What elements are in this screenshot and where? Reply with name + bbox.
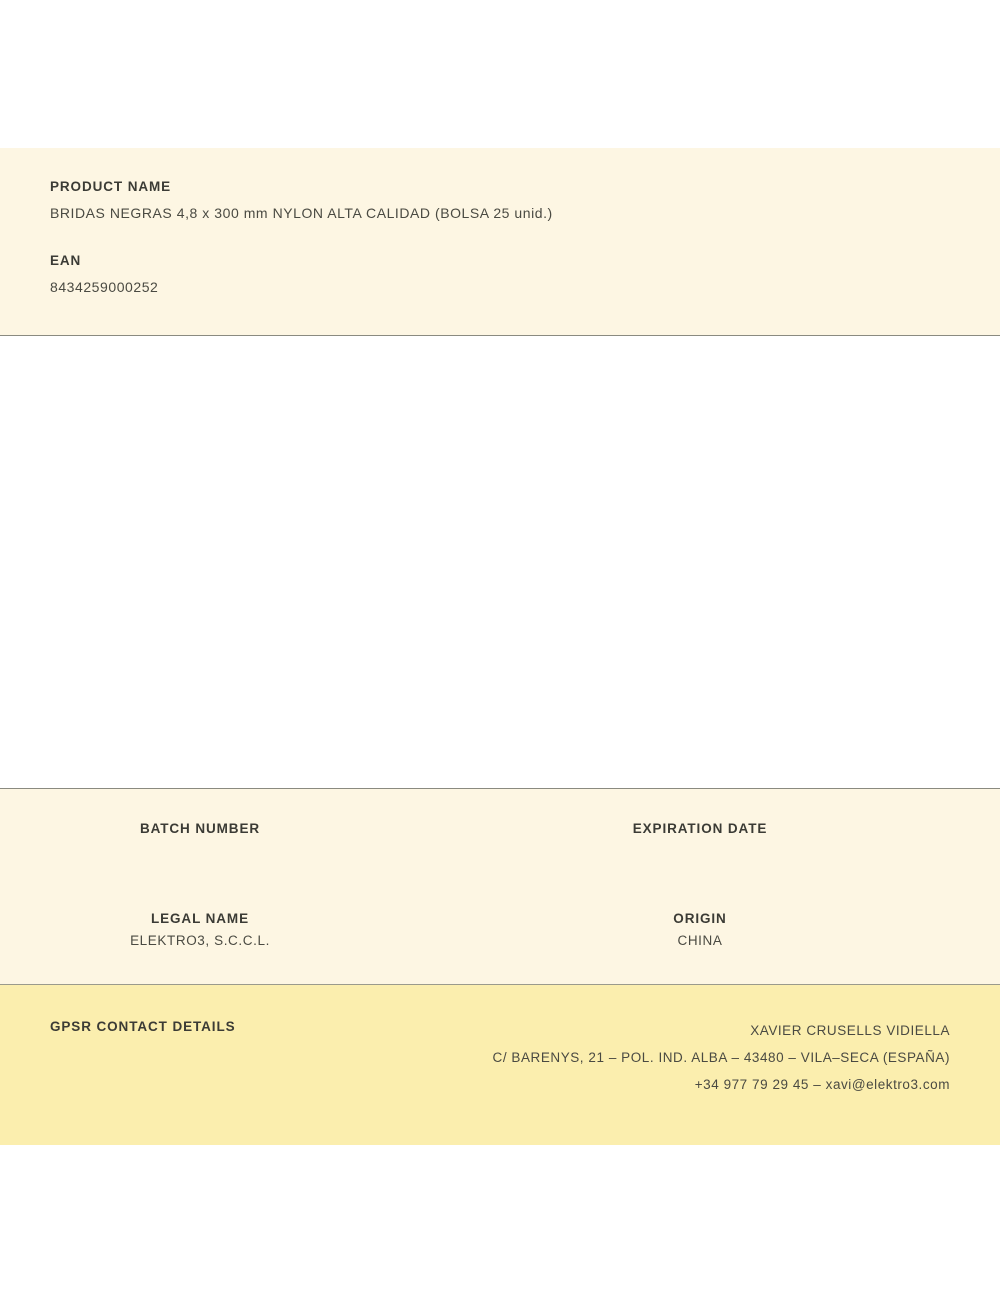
expiration-date-field [500,821,1000,859]
batch-and-legal-section [0,788,1000,985]
legal-name-value: ELEKTRO3, S.C.C.L. [130,933,270,948]
product-details-section [0,148,1000,336]
bottom-whitespace [0,1145,1000,1300]
ean-label: EAN [50,253,82,268]
top-whitespace [0,0,1000,148]
gpsr-contact-phone-email: +34 977 79 29 45 – xavi@elektro3.com [694,1077,950,1092]
product-name-field [50,179,950,221]
legal-row [0,911,1000,949]
legal-name-label: LEGAL NAME [150,911,249,926]
gpsr-contact-lines [493,1017,950,1098]
gpsr-contact-person: XAVIER CRUSELLS VIDIELLA [750,1023,950,1038]
ean-field [50,253,950,295]
product-name-value: BRIDAS NEGRAS 4,8 x 300 mm NYLON ALTA CALIDAD (BOLSA 25 unid.) [50,205,553,221]
origin-label: ORIGIN [673,911,727,926]
gpsr-contact-label: GPSR CONTACT DETAILS [50,1019,236,1034]
expiration-date-label: EXPIRATION DATE [632,821,768,836]
row-divider-space [0,859,1000,911]
origin-value: CHINA [677,933,723,948]
gpsr-contact-address: C/ BARENYS, 21 – POL. IND. ALBA – 43480 – VILA–SECA (ESPAÑA) [492,1050,950,1065]
expiration-date-value [500,843,900,859]
batch-number-value [0,843,400,859]
legal-name-field [0,911,500,949]
middle-blank-area [0,336,1000,788]
product-name-label: PRODUCT NAME [50,179,172,194]
batch-row [0,821,1000,859]
origin-field [500,911,1000,949]
ean-value: 8434259000252 [50,279,159,295]
batch-number-label: BATCH NUMBER [139,821,261,836]
batch-number-field [0,821,500,859]
gpsr-contact-section [0,985,1000,1145]
